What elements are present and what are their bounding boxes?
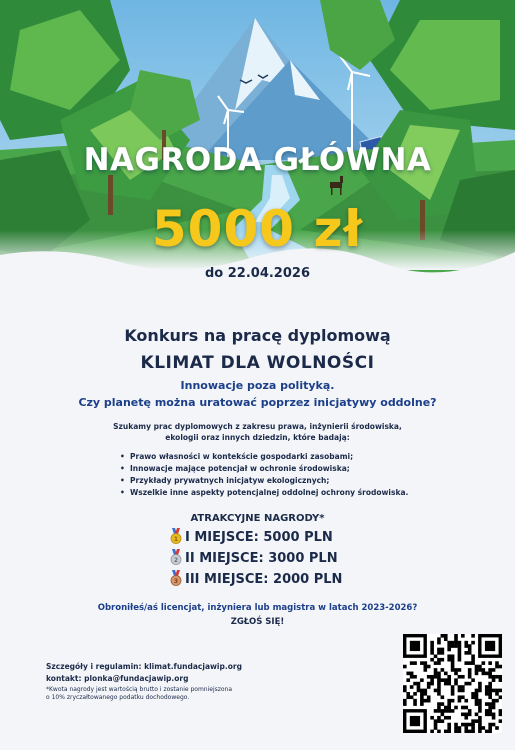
footnote-2: o 10% zryczałtowanego podatku dochodowego.	[46, 694, 190, 701]
contest-heading: Konkurs na pracę dyplomową	[124, 326, 391, 345]
footnote-1: *Kwota nagrody jest wartością brutto i zostanie pomniejszona	[46, 686, 233, 693]
eligibility-question: Obroniłeś/aś licencjat, inżyniera lub magistra w latach 2023-2026?	[97, 603, 418, 613]
contest-subtitle-2: Czy planetę można uratować poprzez inicjatywy oddolne?	[78, 396, 437, 409]
prize-second-place	[170, 549, 338, 567]
call-to-action: ZGŁOŚ SIĘ!	[230, 617, 285, 627]
prizes-heading: ATRAKCYJNE NAGRODY*	[190, 513, 325, 524]
contact-email[interactable]: kontakt: plonka@fundacjawip.org	[46, 674, 189, 683]
intro-text-2: ekologii oraz innych dziedzin, które badają:	[165, 433, 350, 442]
gold-medal-icon	[170, 528, 182, 544]
prize-label: II MIEJSCE: 3000 PLN	[185, 551, 338, 566]
silver-medal-icon	[170, 549, 182, 565]
svg-text:3: 3	[173, 578, 179, 585]
intro-text-1: Szukamy prac dyplomowych z zakresu prawa, inżynierii środowiska,	[113, 422, 402, 431]
list-item: • Innowacje mające potencjał w ochronie środowiska;	[120, 463, 408, 475]
details-link[interactable]: Szczegóły i regulamin: klimat.fundacjawip.org	[46, 662, 242, 671]
qr-code-icon[interactable]	[403, 634, 502, 733]
prize-first-place	[170, 528, 333, 546]
topics-list	[120, 451, 408, 499]
main-prize-amount: 5000 zł	[151, 200, 364, 258]
svg-text:2: 2	[173, 557, 179, 564]
contest-name: KLIMAT DLA WOLNOŚCI	[140, 353, 375, 373]
deadline-date: do 22.04.2026	[204, 266, 310, 281]
list-item: • Przykłady prywatnych inicjatyw ekologicznych;	[120, 475, 408, 487]
list-item: • Wszelkie inne aspekty potencjalnej oddolnej ochrony środowiska.	[120, 487, 408, 499]
svg-text:1: 1	[173, 536, 179, 543]
bronze-medal-icon	[170, 570, 182, 586]
contest-subtitle-1: Innowacje poza polityką.	[180, 379, 335, 392]
prize-label: I MIEJSCE: 5000 PLN	[185, 530, 333, 545]
list-item: • Prawo własności w kontekście gospodarki zasobami;	[120, 451, 408, 463]
prize-third-place	[170, 570, 342, 588]
main-prize-title: NAGRODA GŁÓWNA	[83, 142, 432, 178]
prize-label: III MIEJSCE: 2000 PLN	[185, 572, 343, 587]
